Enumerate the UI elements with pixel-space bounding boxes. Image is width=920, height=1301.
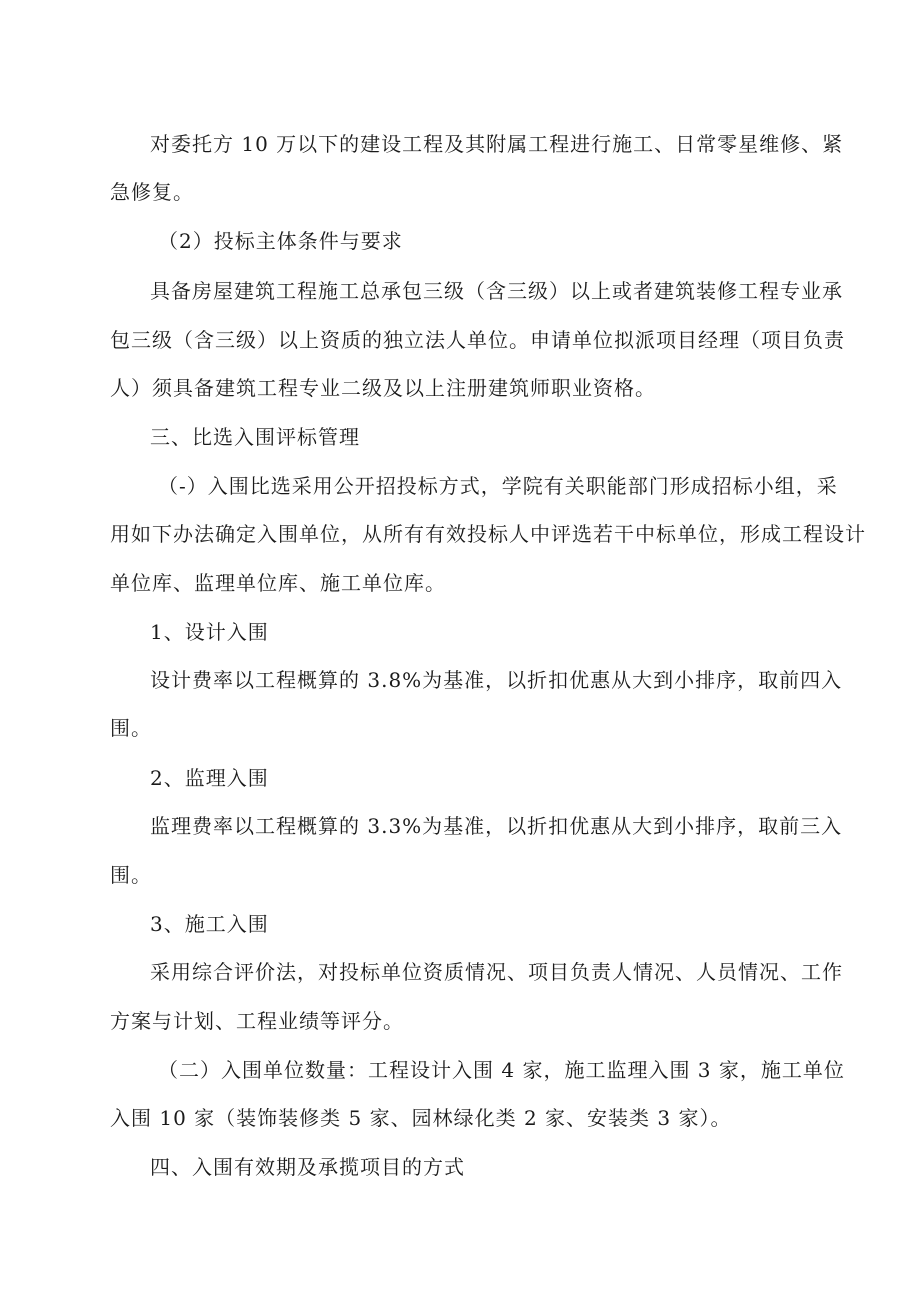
paragraph-2-line-2: 包三级（含三级）以上资质的独立法人单位。申请单位拟派项目经理（项目负责 xyxy=(110,328,845,352)
paragraph-7-line-2: 入围 10 家（装饰装修类 5 家、园林绿化类 2 家、安装类 3 家）。 xyxy=(110,1106,732,1130)
paragraph-3-line-1: （-）入围比选采用公开招投标方式，学院有关职能部门形成招标小组，采 xyxy=(158,474,838,498)
paragraph-6-line-1: 采用综合评价法，对投标单位资质情况、项目负责人情况、人员情况、工作 xyxy=(150,960,843,984)
paragraph-5-line-2: 围。 xyxy=(110,863,152,887)
section-heading-3: 三、比选入围评标管理 xyxy=(150,425,360,449)
item-heading-1: 1、设计入围 xyxy=(150,620,269,644)
paragraph-6-line-2: 方案与计划、工程业绩等评分。 xyxy=(110,1009,404,1033)
subheading-2: （2）投标主体条件与要求 xyxy=(158,229,403,253)
item-heading-3: 3、施工入围 xyxy=(150,912,269,936)
section-heading-4: 四、入围有效期及承揽项目的方式 xyxy=(150,1155,465,1179)
paragraph-1-line-1: 对委托方 10 万以下的建设工程及其附属工程进行施工、日常零星维修、紧 xyxy=(150,132,844,156)
paragraph-4-line-1: 设计费率以工程概算的 3.8%为基准，以折扣优惠从大到小排序，取前四入 xyxy=(150,668,843,692)
paragraph-2-line-1: 具备房屋建筑工程施工总承包三级（含三级）以上或者建筑装修工程专业承 xyxy=(150,279,843,303)
paragraph-3-line-3: 单位库、监理单位库、施工单位库。 xyxy=(110,571,446,595)
paragraph-3-line-2: 用如下办法确定入围单位，从所有有效投标人中评选若干中标单位，形成工程设计 xyxy=(110,522,866,546)
paragraph-2-line-3: 人）须具备建筑工程专业二级及以上注册建筑师职业资格。 xyxy=(110,376,656,400)
paragraph-7-line-1: （二）入围单位数量：工程设计入围 4 家，施工监理入围 3 家，施工单位 xyxy=(158,1058,845,1082)
paragraph-4-line-2: 围。 xyxy=(110,716,152,740)
item-heading-2: 2、监理入围 xyxy=(150,766,269,790)
paragraph-5-line-1: 监理费率以工程概算的 3.3%为基准，以折扣优惠从大到小排序，取前三入 xyxy=(150,814,843,838)
paragraph-1-line-2: 急修复。 xyxy=(110,180,194,204)
